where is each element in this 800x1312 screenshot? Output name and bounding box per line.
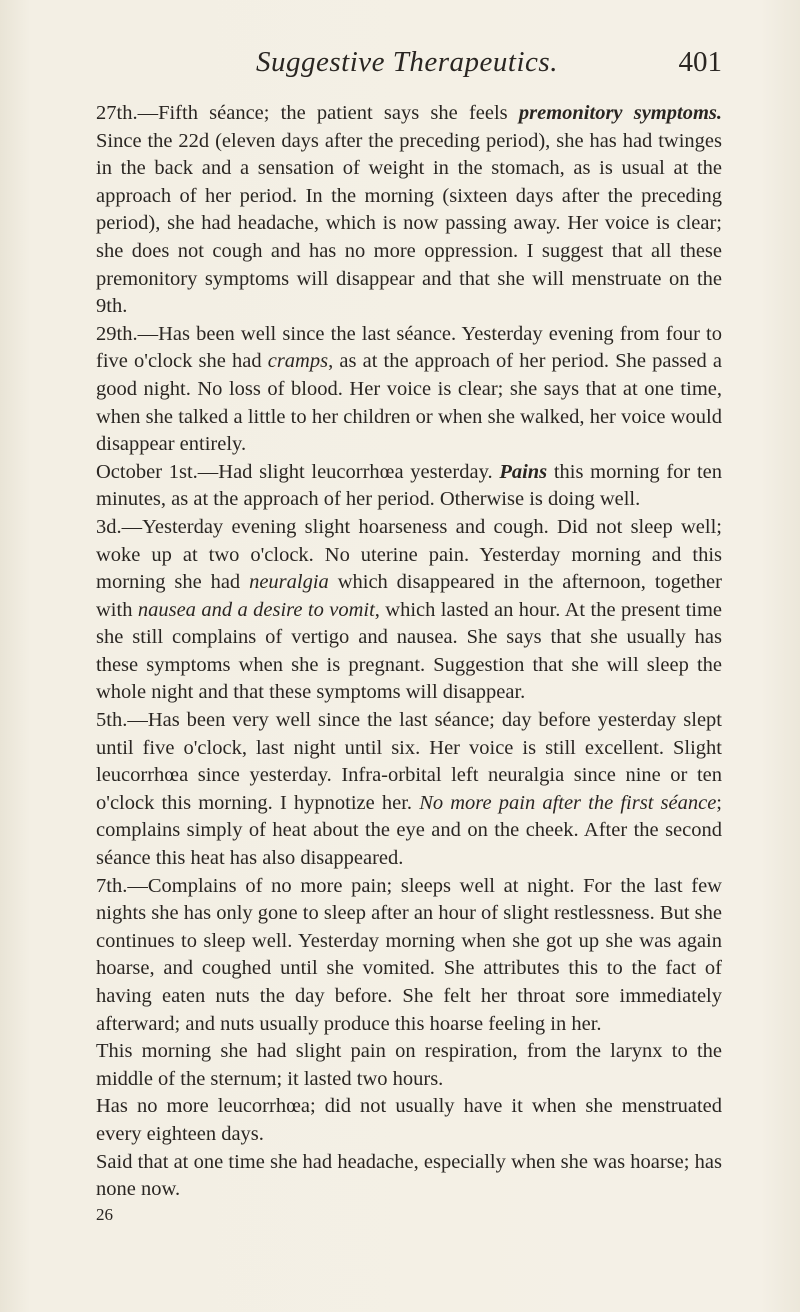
- running-title: Suggestive Therapeutics.: [256, 46, 558, 78]
- paragraph-headache: Said that at one time she had headache, especially when she was hoarse; has none now.: [96, 1150, 722, 1201]
- page-header: [96, 46, 722, 86]
- paragraph-3d: 3d.—Yesterday evening slight hoarseness and cough. Did not sleep well; woke up at two o'clock. No uterine pain. Yesterday morning and this morning she had neuralgia which disappeared in the afternoon, together with nausea and a desire to vomit, which lasted an hour. At the present time she still complains of vertigo and nausea. She says that she usually has these symptoms when she is pregnant. Suggestion that she will sleep the whole night and that these symptoms will disappear.: [96, 515, 723, 704]
- paragraph-this-morning: This morning she had slight pain on respiration, from the larynx to the middle of the sternum; it lasted two hours.: [96, 1040, 722, 1090]
- paragraph-5th: 5th.—Has been very well since the last séance; day before yesterday slept until five o'clock, last night until six. Her voice is still excellent. Slight leucorrhœa since yesterday. Infra-orbital left neuralgia since nine or ten o'clock this morning. I hypnotize her. No more pain after the first séance; complains simply of heat about the eye and on the cheek. After the second séance this heat has also disappeared.: [96, 709, 722, 870]
- paragraph-27th: 27th.—Fifth séance; the patient says she feels premonitory symptoms. Since the 22d (eleven days after the preceding period), she has had twinges in the back and a sensation of weight in the stomach, as is usual at the approach of her period. In the morning (sixteen days after the preceding period), she had headache, which is now passing away. Her voice is clear; she does not cough and has no more oppression. I suggest that all these premonitory symptoms will disappear and that she will menstruate on the 9th.: [96, 102, 722, 318]
- signature-mark: 26: [96, 1204, 113, 1224]
- paragraph-7th: 7th.—Complains of no more pain; sleeps well at night. For the last few nights she has only gone to sleep after an hour of slight restlessness. But she continues to sleep well. Yesterday morning when she got up she was again hoarse, and coughed until she vomited. She attributes this to the fact of having eaten nuts the day before. She felt her throat sore immediately afterward; and nuts usually produce this hoarse feeling in her.: [96, 874, 722, 1035]
- body-text: [96, 100, 722, 1226]
- paragraph-29th: 29th.—Has been well since the last séance. Yesterday evening from four to five o'clock she had cramps, as at the approach of her period. She passed a good night. No loss of blood. Her voice is clear; she says that at one time, when she talked a little to her children or when she walked, her voice would disappear entirely.: [96, 322, 722, 456]
- page-number: 401: [678, 46, 722, 78]
- paragraph-october-1st: October 1st.—Had slight leucorrhœa yesterday. Pains this morning for ten minutes, as at the approach of her period. Otherwise is doing well.: [96, 460, 722, 511]
- paragraph-leucorrhoea: Has no more leucorrhœa; did not usually have it when she menstruated every eighteen days.: [96, 1095, 722, 1145]
